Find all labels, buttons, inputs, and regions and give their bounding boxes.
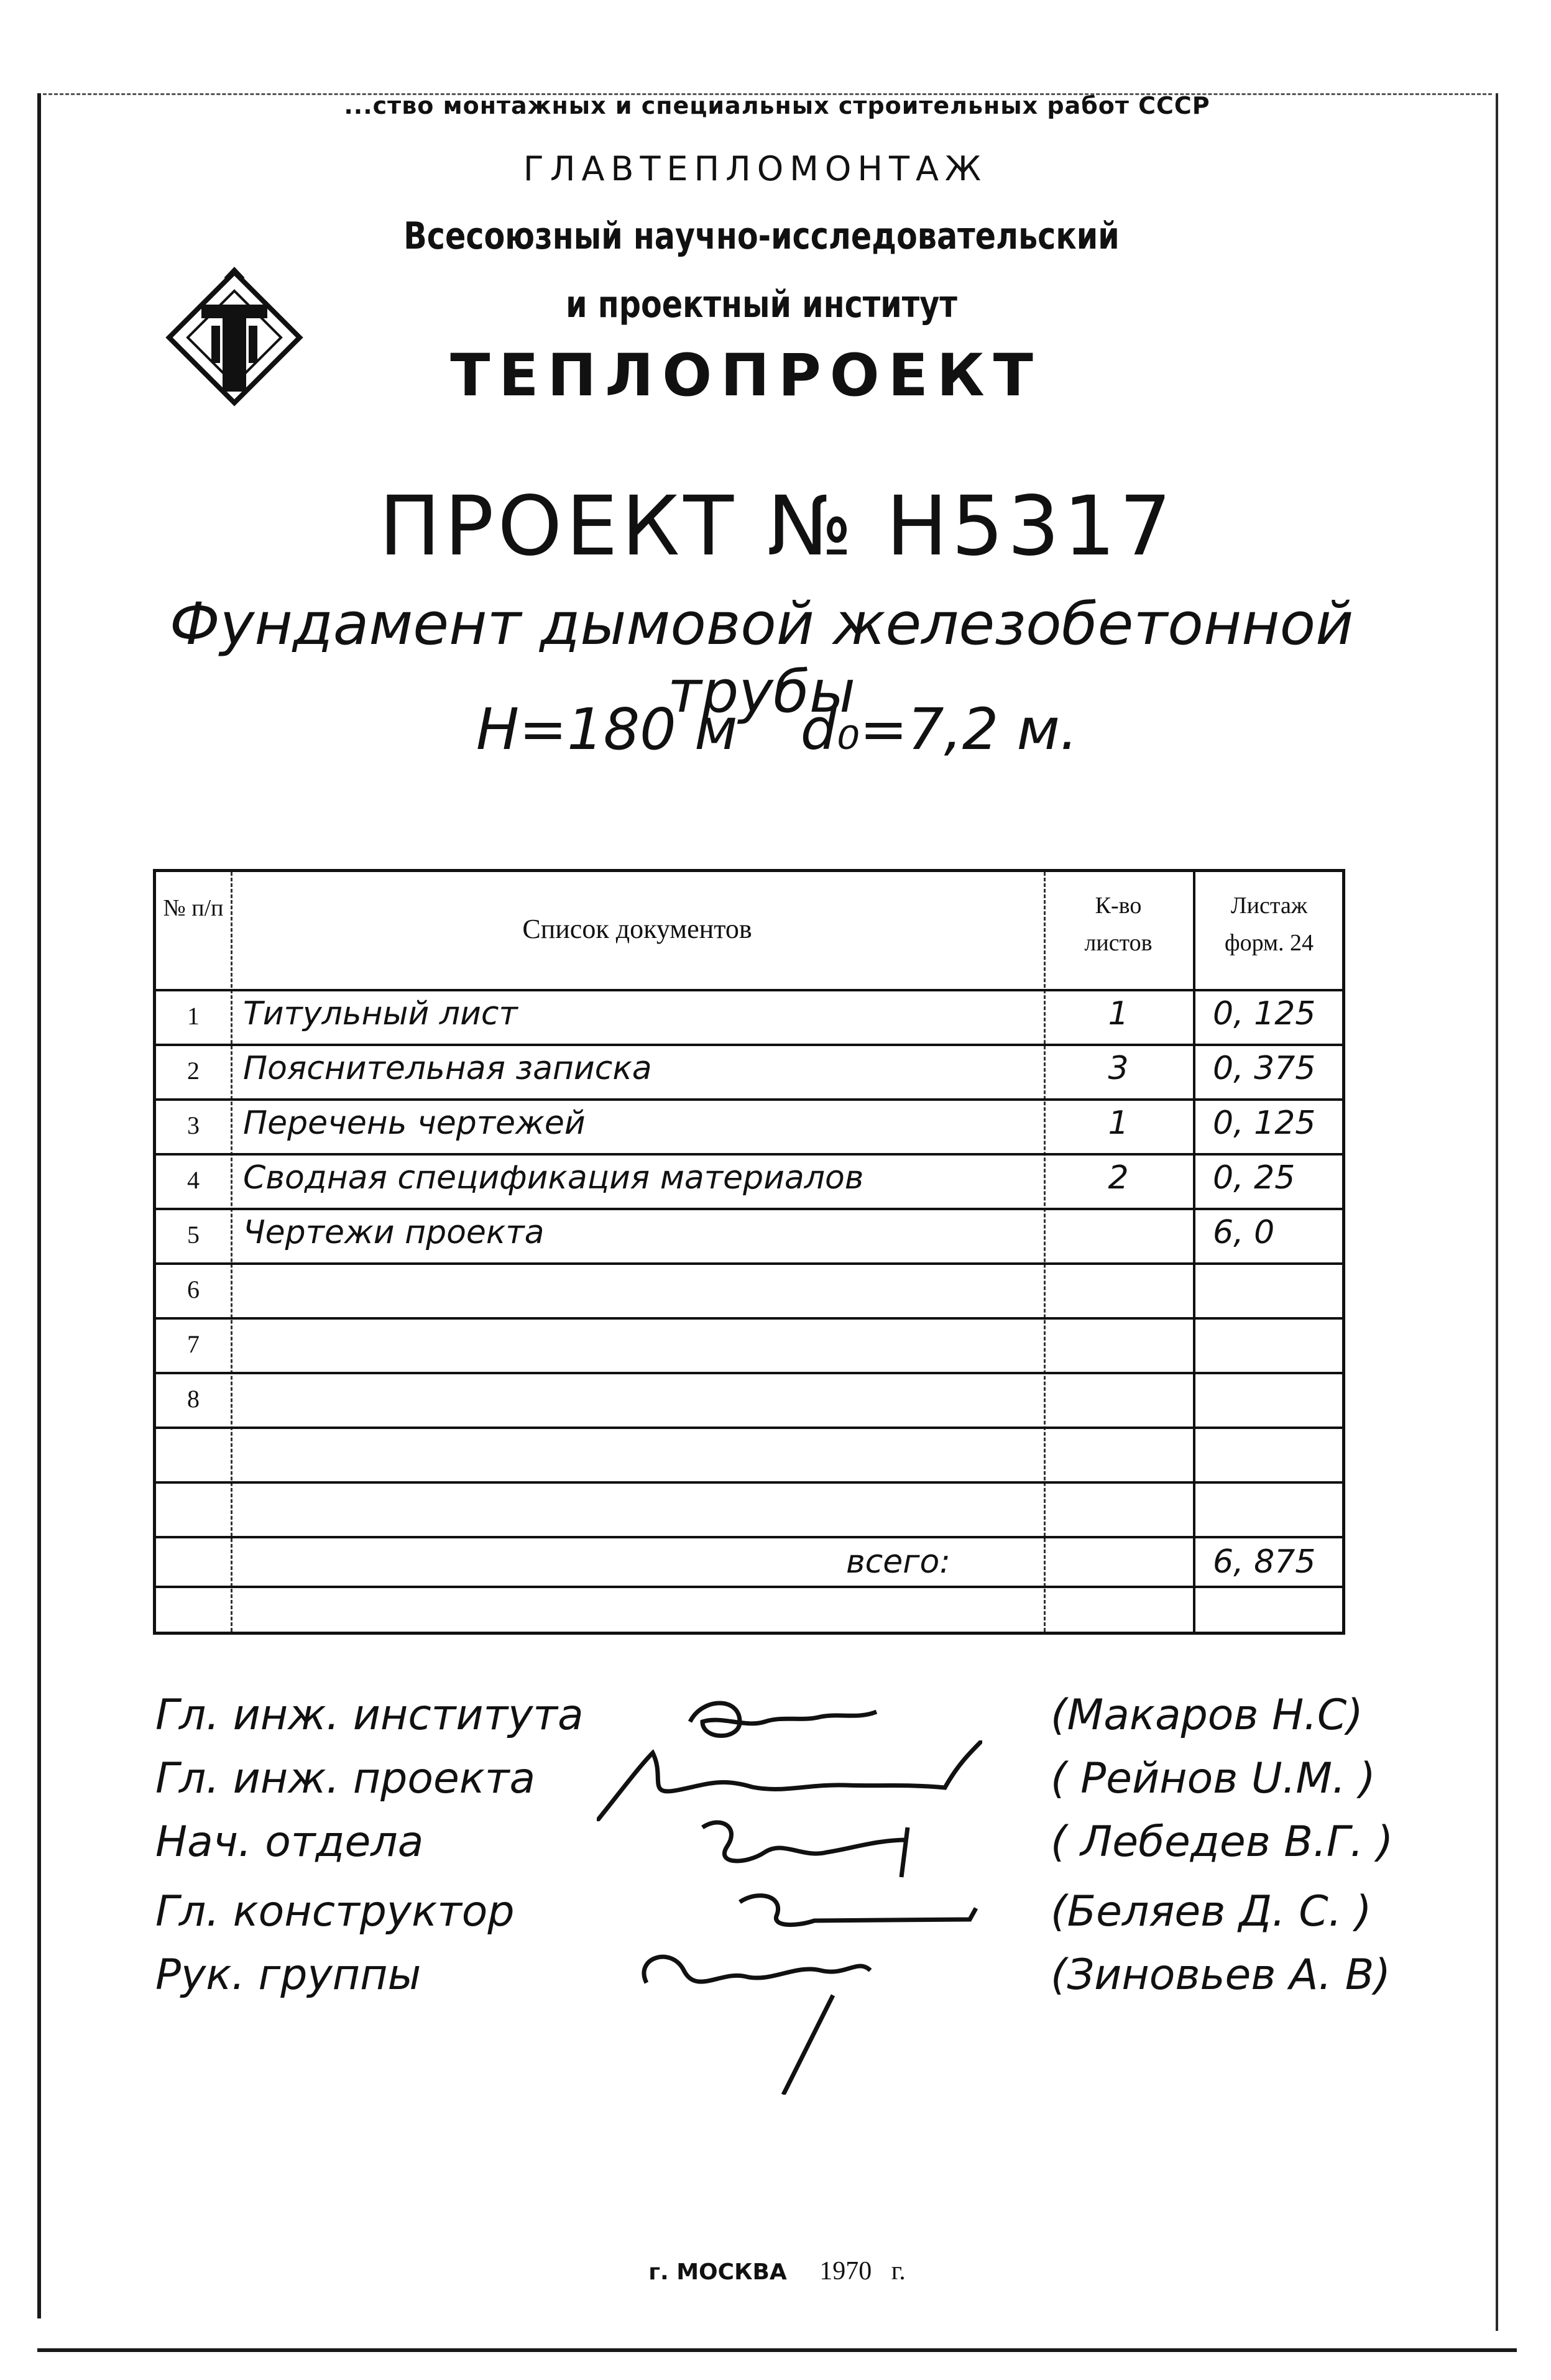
signature-role: Рук. группы [155,1950,421,2000]
page-frame-right [1496,93,1498,2331]
row-sheets: 0, 125 [1213,1105,1316,1142]
col-divider [1193,872,1195,1632]
row-name: Пояснительная записка [243,1050,652,1087]
header-qty-2: листов [1084,930,1153,956]
row-qty: 2 [1108,1159,1129,1197]
glav-line: ГЛАВТЕПЛОМОНТАЖ [523,149,988,188]
institute-name: ТЕПЛОПРОЕКТ [450,342,1042,410]
project-params [373,696,1181,763]
diameter-param: d₀=7,2 м. [800,696,1079,763]
row-sheets: 0, 125 [1213,995,1316,1032]
signature-role: Гл. инж. проекта [155,1754,536,1803]
row-divider [156,1536,1342,1538]
row-qty: 1 [1108,995,1129,1032]
row-divider [156,1372,1342,1374]
footer [559,2256,995,2286]
row-num: 2 [187,1057,200,1085]
footer-year-suffix: г. [891,2257,906,2286]
row-divider [156,1208,1342,1210]
row-sheets: 6, 0 [1213,1214,1275,1251]
signature-role: Гл. инж. института [155,1691,584,1740]
teploproekt-logo-icon [163,266,306,409]
signature-name: ( Рейнов U.M. ) [1051,1754,1376,1803]
row-qty: 1 [1108,1105,1129,1142]
row-num: 7 [187,1330,200,1358]
total-value: 6, 875 [1213,1543,1316,1581]
row-num: 4 [187,1166,200,1194]
row-name: Перечень чертежей [243,1105,586,1142]
col-divider [231,872,232,1632]
institute-line-2: и проектный институт [566,283,957,326]
signature-role: Нач. отдела [155,1817,424,1867]
height-param: Н=180 м [476,696,738,763]
col-divider [1044,872,1046,1632]
page-frame-bottom [37,2348,1517,2352]
row-num: 6 [187,1275,200,1303]
institute-line-1: Всесоюзный научно-исследовательский [403,214,1120,258]
total-label: всего: [846,1543,950,1581]
footer-year: 1970 [819,2257,872,2286]
row-divider [156,1044,1342,1046]
signature-name: ( Лебедев В.Г. ) [1051,1817,1394,1867]
project-title: ПРОЕКТ № Н5317 [379,479,1176,574]
row-qty: 3 [1108,1050,1129,1087]
row-divider [156,1098,1342,1101]
row-divider [156,1317,1342,1320]
handwritten-signature-icon [597,1933,982,2095]
project-subtitle: Фундамент дымовой железобетонной трубы [169,590,1354,726]
signature-name: (Беляев Д. С. ) [1051,1887,1372,1936]
row-num: 3 [187,1111,200,1139]
row-divider [156,989,1342,991]
header-sheets-2: форм. 24 [1224,930,1314,956]
footer-city: г. МОСКВА [648,2259,787,2285]
signature-role: Гл. конструктор [155,1887,515,1936]
row-divider [156,1481,1342,1484]
header-qty-1: К-во [1095,893,1142,919]
signature-name: (Макаров Н.С) [1051,1691,1363,1740]
row-sheets: 0, 25 [1213,1159,1296,1197]
row-divider [156,1262,1342,1265]
signature-name: (Зиновьев А. В) [1051,1950,1391,2000]
ministry-line: ...ство монтажных и специальных строительных работ СССР [344,92,1210,119]
row-num: 1 [187,1002,200,1030]
row-divider [156,1427,1342,1429]
row-divider [156,1586,1342,1588]
page-frame-left [37,93,41,2318]
row-name: Титульный лист [243,995,518,1032]
row-num: 5 [187,1221,200,1249]
row-sheets: 0, 375 [1213,1050,1316,1087]
header-sheets-1: Листаж [1230,893,1308,919]
row-name: Чертежи проекта [243,1214,545,1251]
row-name: Сводная спецификация материалов [243,1159,864,1197]
row-divider [156,1153,1342,1156]
row-num: 8 [187,1385,200,1413]
header-num: № п/п [163,895,224,921]
header-list: Список документов [522,914,752,944]
documents-table [153,869,1345,1635]
